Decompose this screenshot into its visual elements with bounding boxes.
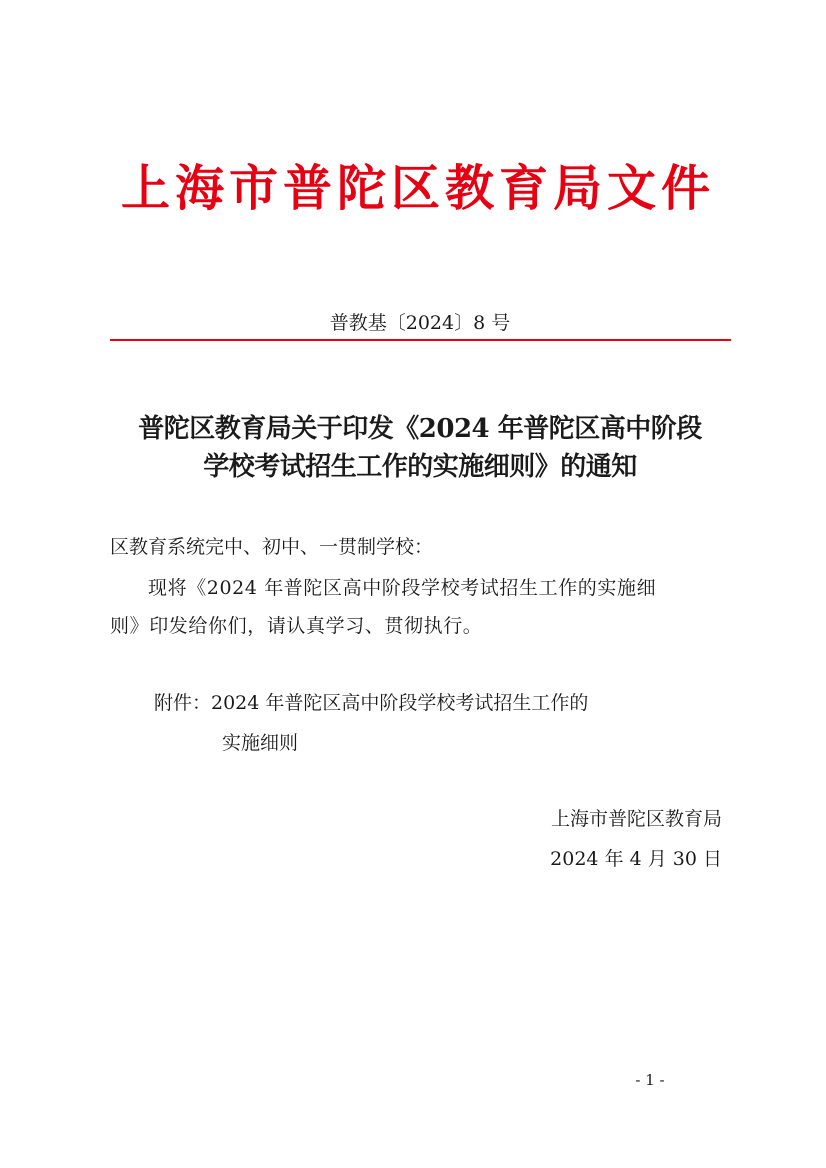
body-paragraph-line-2: 则》印发给你们，请认真学习、贯彻执行。 [110,615,483,637]
attachment-line-2: 实施细则 [222,732,299,754]
salutation: 区教育系统完中、初中、一贯制学校： [110,536,434,558]
document-title [100,410,740,486]
document-number: 普教基〔2024〕8 号 [329,312,511,334]
attachment-line-1: 附件：2024 年普陀区高中阶段学校考试招生工作的 [154,692,589,714]
masthead-title: 上海市普陀区教育局文件 [120,159,715,217]
document-title-line-1: 普陀区教育局关于印发《2024 年普陀区高中阶段 [138,414,702,444]
signature-organization: 上海市普陀区教育局 [550,808,722,830]
signature-date: 2024 年 4 月 30 日 [550,848,722,870]
red-divider-line [110,339,731,341]
page-number: - 1 - [635,1071,665,1089]
body-paragraph-line-1: 现将《2024 年普陀区高中阶段学校考试招生工作的实施细 [148,577,657,599]
document-title-line-2: 学校考试招生工作的实施细则》的通知 [203,452,637,482]
